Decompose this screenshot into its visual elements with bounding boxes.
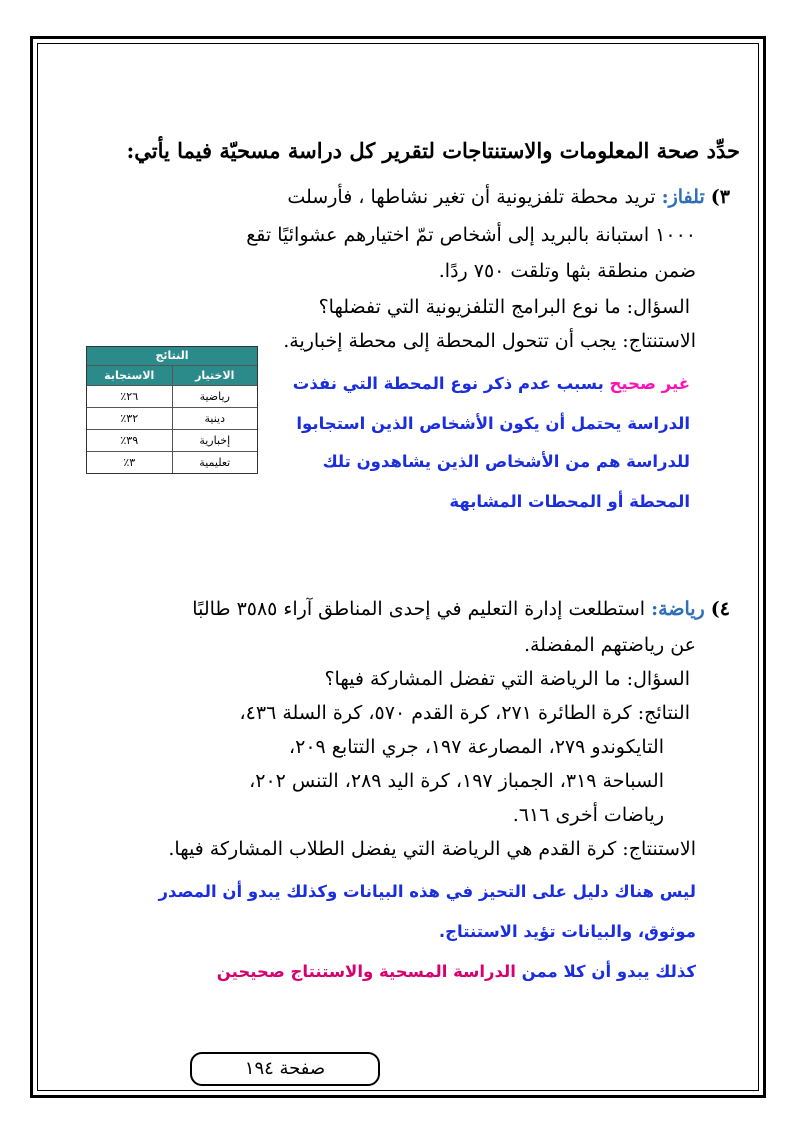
q3-keyword: تلفاز:	[661, 186, 705, 208]
results-choice-cell: إخبارية	[172, 430, 258, 451]
q3-question: السؤال: ما نوع البرامج التلفزيونية التي تفضلها؟	[318, 296, 690, 318]
q4-answer-part-c: والاستنتاج صحيحين	[216, 962, 380, 981]
results-table-title: النتائج	[87, 347, 257, 365]
results-choice-cell: تعليمية	[172, 452, 258, 473]
q4-results-3: السباحة ٣١٩، الجمباز ١٩٧، كرة اليد ٢٨٩، التنس ٢٠٢،	[249, 770, 664, 792]
table-row	[87, 385, 257, 407]
q4-answer-line2: موثوق، والبيانات تؤيد الاستنتاج.	[438, 922, 696, 941]
q3-conclusion: الاستنتاج: يجب أن تتحول المحطة إلى محطة إخبارية.	[283, 330, 696, 352]
q3-answer-line2: الدراسة يحتمل أن يكون الأشخاص الذين استجابوا	[296, 414, 690, 433]
results-response-cell: ٣٪	[123, 456, 136, 469]
q3-answer-line4: المحطة أو المحطات المشابهة	[449, 492, 690, 511]
results-choice-cell: دينية	[172, 408, 258, 429]
results-choice-cell: رياضية	[172, 386, 258, 407]
q4-question: السؤال: ما الرياضة التي تفضل المشاركة فيها؟	[324, 668, 690, 690]
results-col-choice: الاختيار	[172, 366, 258, 385]
results-col-response: الاستجابة	[104, 369, 155, 382]
q3-line1	[287, 186, 730, 208]
results-response-cell: ٣٢٪	[120, 412, 139, 425]
q3-results-table	[86, 346, 258, 474]
table-row	[87, 407, 257, 429]
table-row	[87, 451, 257, 473]
instructions-heading: حدِّد صحة المعلومات والاستنتاجات لتقرير كل دراسة مسحيّة فيما يأتي:	[126, 138, 740, 163]
results-response-cell: ٢٦٪	[120, 390, 139, 403]
q3-line3: ضمن منطقة بثها وتلقت ٧٥٠ ردًا.	[438, 260, 696, 282]
page-number-box	[190, 1052, 380, 1086]
q4-answer-line1: ليس هناك دليل على التحيز في هذه البيانات وكذلك يبدو أن المصدر	[158, 882, 696, 901]
q3-answer-verdict: غير صحيح	[609, 374, 690, 393]
page-number-label: صفحة ١٩٤	[244, 1058, 326, 1079]
results-response-cell: ٣٩٪	[120, 434, 139, 447]
results-table-header-row	[87, 365, 257, 385]
q4-results-1: النتائج: كرة الطائرة ٢٧١، كرة القدم ٥٧٠، كرة السلة ٤٣٦،	[239, 702, 690, 724]
q3-answer-line3: للدراسة هم من الأشخاص الذين يشاهدون تلك	[322, 452, 690, 471]
table-row	[87, 429, 257, 451]
q4-text-1: استطلعت إدارة التعليم في إحدى المناطق آراء ٣٥٨٥ طالبًا	[192, 598, 646, 620]
q4-conclusion: الاستنتاج: كرة القدم هي الرياضة التي يفضل الطلاب المشاركة فيها.	[168, 838, 696, 860]
q3-line2: ١٠٠٠ استبانة بالبريد إلى أشخاص تمّ اختيارهم عشوائيًا تقع	[246, 224, 696, 246]
q3-answer-line1	[293, 374, 690, 393]
q4-answer-line3	[217, 962, 696, 981]
q4-line1	[192, 598, 730, 620]
q3-answer-reason: بسبب عدم ذكر نوع المحطة التي نفذت	[292, 374, 610, 393]
q4-line2: عن رياضتهم المفضلة.	[523, 634, 696, 656]
q3-number: ٣)	[710, 186, 730, 208]
q4-results-4: رياضات أخرى ٦١٦.	[512, 804, 664, 826]
q4-keyword: رياضة:	[651, 598, 705, 620]
q3-text-1: تريد محطة تلفزيونية أن تغير نشاطها ، فأرسلت	[287, 186, 656, 208]
q4-results-2: التايكوندو ٢٧٩، المصارعة ١٩٧، جري التتابع ٢٠٩،	[289, 736, 664, 758]
q4-answer-highlight: الدراسة المسحية	[379, 962, 516, 981]
q4-answer-part-a: كذلك يبدو أن كلا ممن	[515, 962, 696, 981]
q4-number: ٤)	[710, 598, 730, 620]
